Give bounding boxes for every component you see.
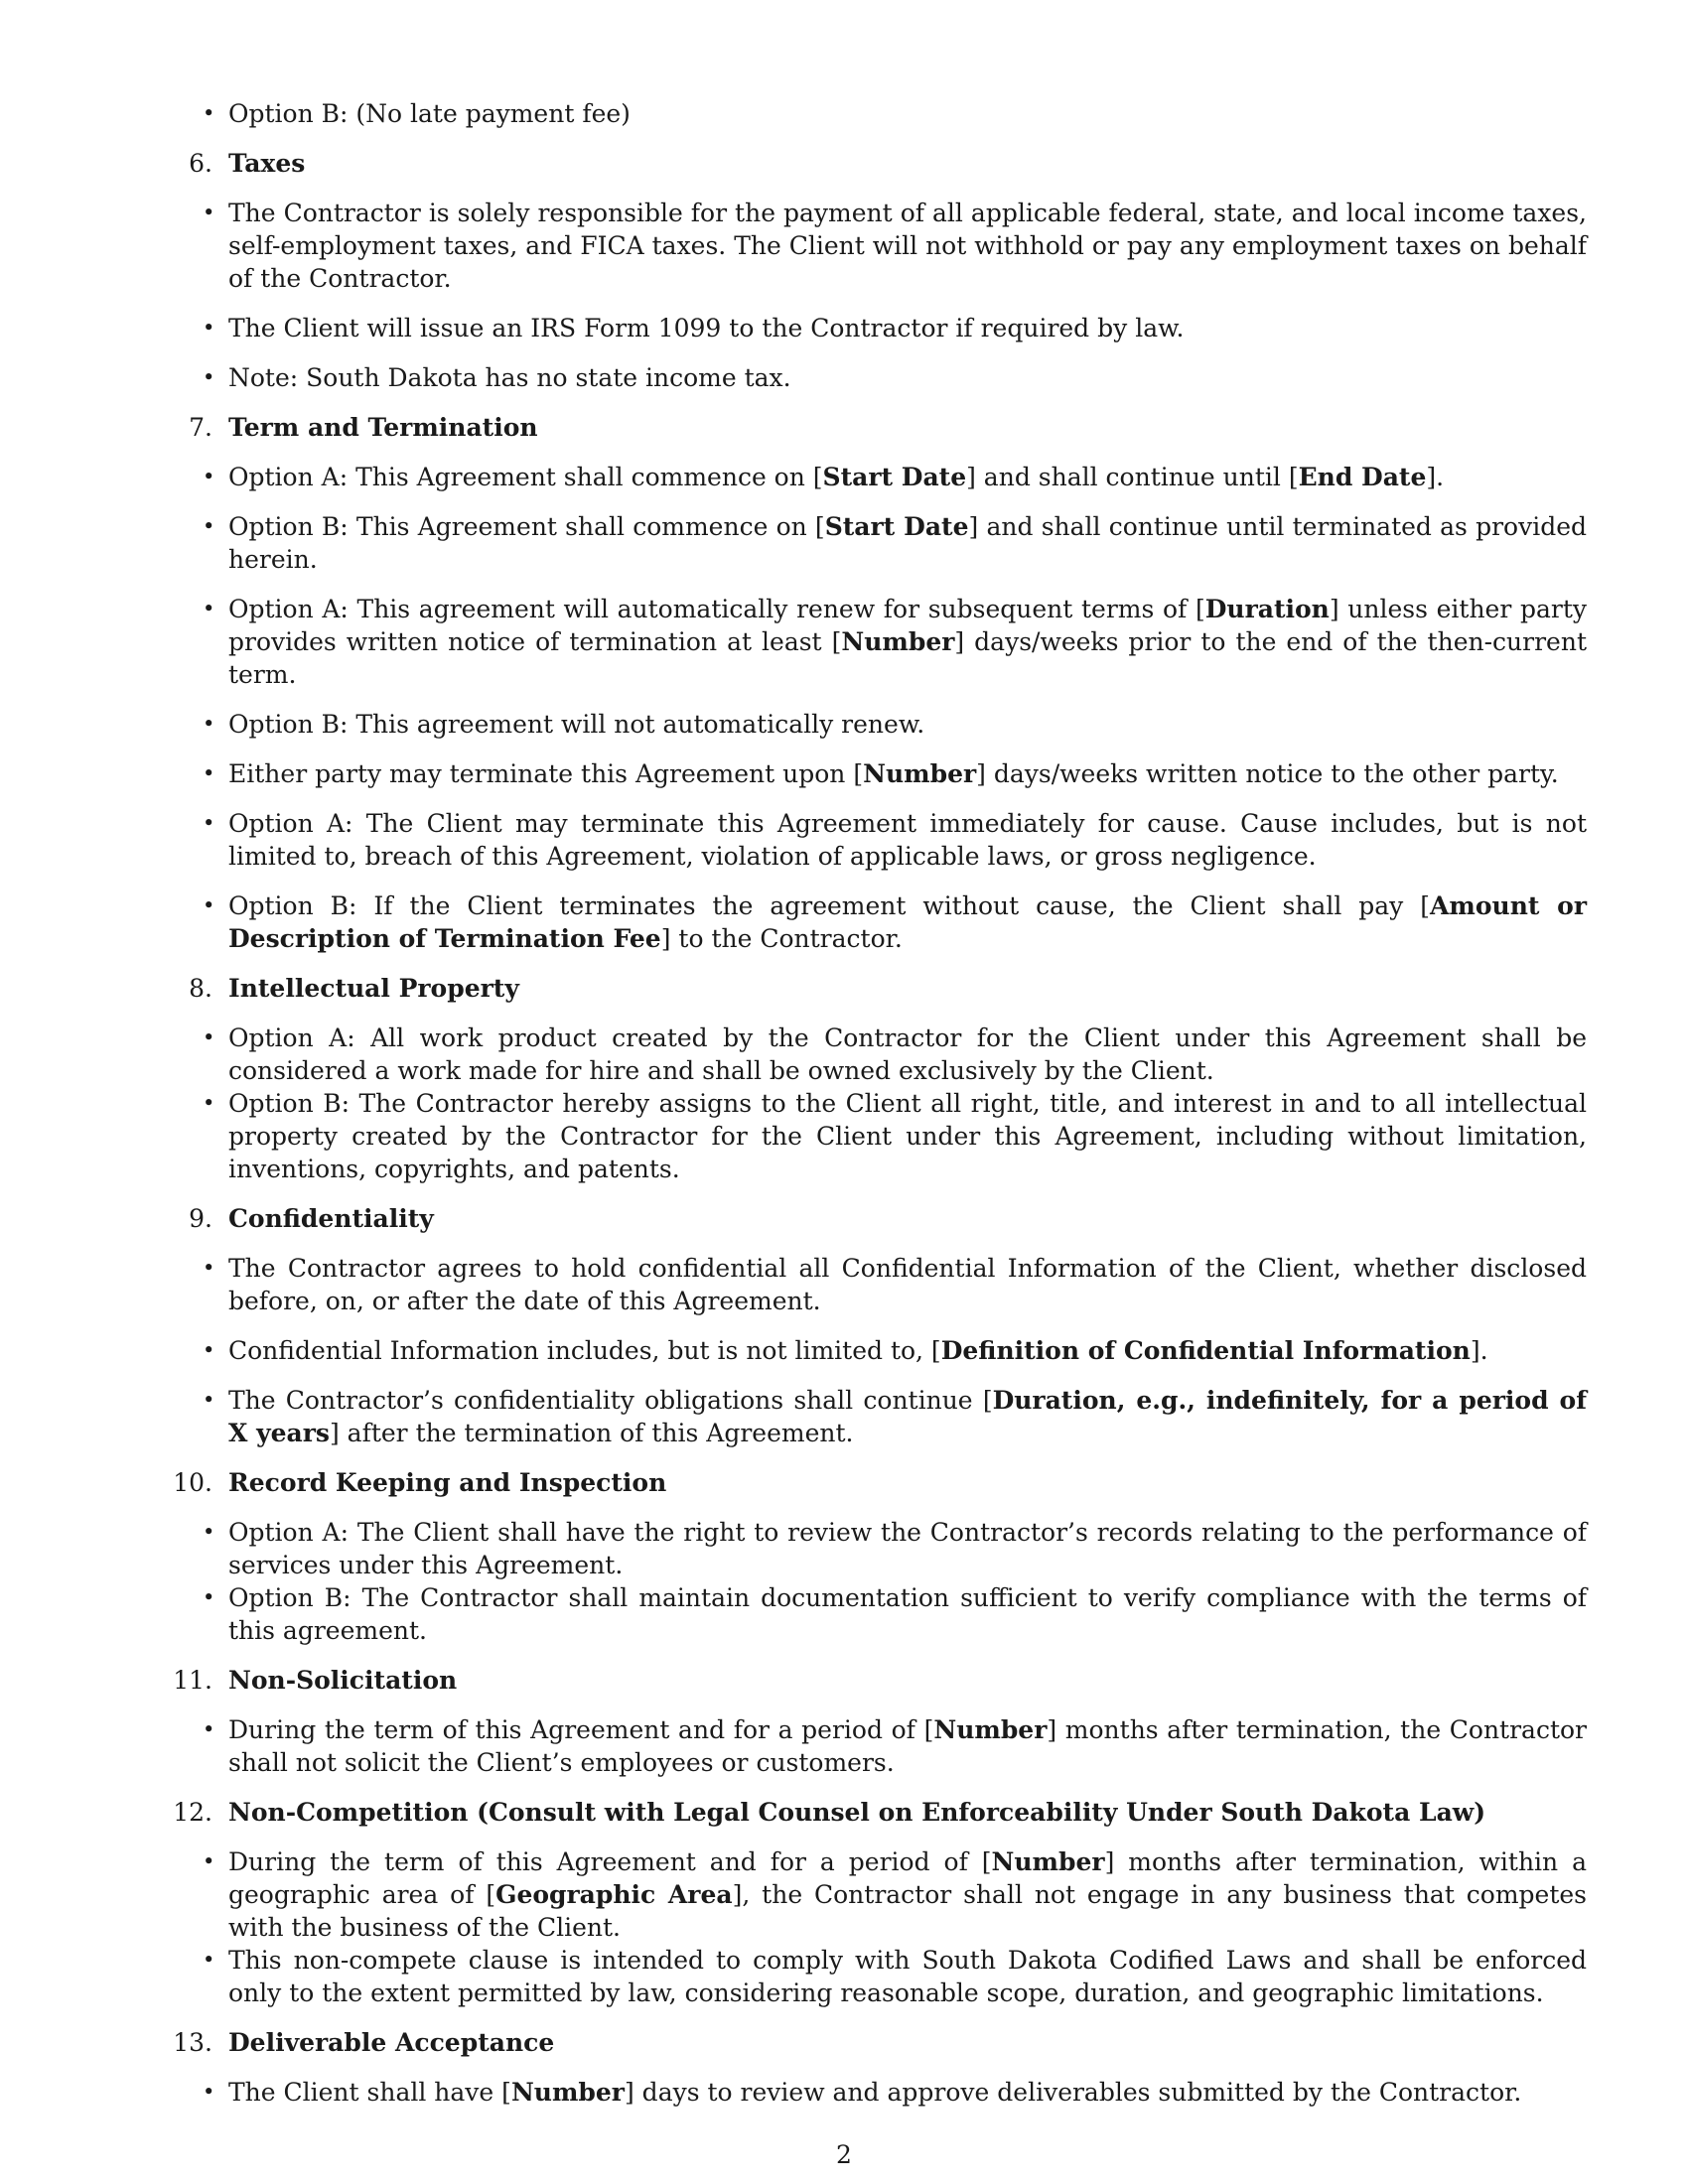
section-heading: [169, 1796, 1587, 1829]
text-run: Either party may terminate this Agreement upon [: [228, 759, 864, 788]
placeholder-field: Start Date: [824, 512, 969, 541]
list-item: [203, 1022, 1587, 1087]
section-heading: [169, 1466, 1587, 1499]
text-run: ] days to review and approve deliverables submitted by the Contractor.: [624, 2078, 1522, 2107]
list-item: [203, 2076, 1587, 2109]
list-item: [203, 1334, 1587, 1367]
text-run: Option B: This agreement will not automatically renew.: [228, 710, 925, 739]
text-run: Option A: The Client may terminate this Agreement immediately for cause. Cause includes, but is not limited to, breach of this Agreement, violation of applicable laws, or gross negligence.: [228, 809, 1587, 871]
section-7: [189, 411, 1588, 955]
text-run: Option B: The Contractor hereby assigns to the Client all right, title, and interest in and to all intellectual property created by the Contractor for the Client under this Agreement, including without limitation, inventions, copyrights, and patents.: [228, 1089, 1587, 1183]
placeholder-field: Number: [510, 2078, 625, 2107]
list-item: [203, 1713, 1587, 1779]
page-number: 2: [836, 2140, 852, 2169]
text-run: ] after the termination of this Agreement.: [329, 1419, 854, 1447]
section-number: 8.: [189, 974, 212, 1003]
text-run: ] months after termination, within a geographic area of [: [228, 1847, 1587, 1909]
section-list: [203, 1713, 1587, 1779]
bullet-icon: •: [203, 1256, 215, 1280]
list-item: [203, 1252, 1587, 1317]
section-11: [173, 1664, 1587, 1779]
list-item: [203, 708, 1587, 741]
bullet-icon: •: [203, 365, 215, 389]
text-run: Option B: If the Client terminates the agreement without cause, the Client shall pay [: [228, 891, 1431, 920]
list-item: [203, 1845, 1587, 1944]
bullet-icon: •: [203, 101, 215, 125]
text-run: Confidential Information includes, but is not limited to, [: [228, 1336, 941, 1365]
list-item: [203, 1384, 1587, 1449]
bullet-icon: •: [203, 1388, 215, 1412]
section-title: Term and Termination: [228, 413, 538, 442]
section-title: Intellectual Property: [228, 974, 519, 1003]
list-item-text: Option B: (No late payment fee): [228, 99, 631, 128]
text-run: ] and shall continue until [: [966, 463, 1299, 491]
section-8: [189, 972, 1587, 1185]
section-heading: [169, 972, 1587, 1005]
text-run: ].: [1470, 1336, 1488, 1365]
text-run: ] months after termination, the Contractor shall not solicit the Client’s employees or customers.: [228, 1715, 1587, 1777]
placeholder-field: Number: [991, 1847, 1105, 1876]
bullet-icon: •: [203, 1520, 215, 1544]
text-run: The Client will issue an IRS Form 1099 to the Contractor if required by law.: [228, 314, 1185, 342]
section-list: [203, 1516, 1587, 1647]
placeholder-field: Duration: [1204, 595, 1330, 623]
text-run: ] days/weeks prior to the end of the then-current term.: [228, 627, 1587, 689]
list-item: [203, 889, 1587, 955]
bullet-icon: •: [203, 2080, 215, 2104]
section-list: [203, 461, 1588, 955]
bullet-icon: •: [203, 893, 215, 917]
placeholder-field: Number: [933, 1715, 1048, 1744]
text-run: The Contractor’s confidentiality obligations shall continue [: [228, 1386, 993, 1415]
list-item: [203, 1087, 1587, 1185]
placeholder-field: Definition of Confidential Information: [940, 1336, 1471, 1365]
text-run: Option A: The Client shall have the right to review the Contractor’s records relating to the performance of services under this Agreement.: [228, 1518, 1587, 1579]
section-13: [173, 2026, 1587, 2109]
section-heading: [169, 2026, 1587, 2059]
bullet-icon: •: [203, 597, 215, 620]
text-run: ] unless either party provides written notice of termination at least [: [228, 595, 1587, 656]
section-heading: [169, 411, 1587, 444]
bullet-icon: •: [203, 1585, 215, 1609]
sections-container: [173, 147, 1588, 2109]
section-heading: [169, 1202, 1587, 1235]
text-run: The Contractor is solely responsible for the payment of all applicable federal, state, and local income taxes, self-employment taxes, and FICA taxes. The Client will not withhold or pay any employment taxes on behalf of the Contractor.: [228, 199, 1587, 293]
list-item: [203, 97, 1587, 130]
text-run: ].: [1426, 463, 1445, 491]
section-number: 9.: [189, 1204, 212, 1233]
text-run: Option B: The Contractor shall maintain documentation sufficient to verify compliance with the terms of this agreement.: [228, 1583, 1587, 1645]
continued-list: [203, 97, 1587, 130]
section-title: Non-Competition (Consult with Legal Counsel on Enforceability Under South Dakota Law): [228, 1798, 1486, 1827]
bullet-icon: •: [203, 1849, 215, 1873]
bullet-icon: •: [203, 1025, 215, 1049]
section-number: 11.: [173, 1666, 212, 1695]
bullet-icon: •: [203, 811, 215, 835]
placeholder-field: End Date: [1298, 463, 1427, 491]
section-title: Confidentiality: [228, 1204, 434, 1233]
text-run: The Client shall have [: [228, 2078, 511, 2107]
list-item: [203, 1516, 1587, 1581]
section-number: 12.: [173, 1798, 212, 1827]
section-list: [203, 197, 1587, 394]
text-run: ], the Contractor shall not engage in any business that competes with the business of the Client.: [228, 1880, 1587, 1942]
text-run: Option A: This agreement will automatically renew for subsequent terms of [: [228, 595, 1205, 623]
section-number: 13.: [173, 2028, 212, 2057]
list-item: [203, 1581, 1587, 1647]
bullet-icon: •: [203, 712, 215, 736]
section-12: [173, 1796, 1587, 2009]
placeholder-field: Number: [863, 759, 977, 788]
list-item: [203, 197, 1587, 295]
placeholder-field: Amount or Description of Termination Fee: [228, 891, 1587, 953]
list-item: [203, 510, 1588, 576]
bullet-icon: •: [203, 1338, 215, 1362]
bullet-icon: •: [203, 201, 215, 224]
section-number: 7.: [189, 413, 212, 442]
bullet-icon: •: [203, 316, 215, 340]
text-run: This non-compete clause is intended to comply with South Dakota Codified Laws and shall be enforced only to the extent permitted by law, considering reasonable scope, duration, and geographic limitations.: [228, 1946, 1587, 2007]
placeholder-field: Start Date: [822, 463, 967, 491]
list-item: [203, 807, 1587, 873]
list-item: [203, 593, 1587, 691]
text-run: Option A: All work product created by the Contractor for the Client under this Agreement shall be considered a work made for hire and shall be owned exclusively by the Client.: [228, 1024, 1587, 1085]
bullet-icon: •: [203, 465, 215, 488]
section-title: Deliverable Acceptance: [228, 2028, 555, 2057]
bullet-icon: •: [203, 1717, 215, 1741]
text-run: During the term of this Agreement and for a period of [: [228, 1847, 992, 1876]
text-run: The Contractor agrees to hold confidential all Confidential Information of the Client, whether disclosed before, on, or after the date of this Agreement.: [228, 1254, 1587, 1315]
section-title: Record Keeping and Inspection: [228, 1468, 667, 1497]
document-body: [173, 97, 1588, 2125]
text-run: Note: South Dakota has no state income tax.: [228, 363, 791, 392]
list-item: [203, 757, 1587, 790]
text-run: During the term of this Agreement and for a period of [: [228, 1715, 934, 1744]
list-item: [203, 1944, 1587, 2009]
section-10: [173, 1466, 1587, 1647]
section-heading: [169, 1664, 1587, 1697]
section-heading: [169, 147, 1587, 180]
placeholder-field: Geographic Area: [495, 1880, 733, 1909]
section-9: [189, 1202, 1587, 1449]
text-run: ] to the Contractor.: [660, 924, 903, 953]
list-item: [203, 461, 1587, 493]
section-list: [203, 1022, 1587, 1185]
section-list: [203, 1252, 1587, 1449]
section-number: 6.: [189, 149, 212, 178]
bullet-icon: •: [203, 1948, 215, 1972]
list-item: [203, 361, 1587, 394]
placeholder-field: Number: [841, 627, 955, 656]
bullet-icon: •: [203, 761, 215, 785]
bullet-icon: •: [203, 514, 215, 538]
section-6: [189, 147, 1587, 394]
bullet-icon: •: [203, 1091, 215, 1115]
text-run: ] and shall continue until terminated as provided herein.: [228, 512, 1588, 574]
section-list: [203, 1845, 1587, 2009]
section-title: Non-Solicitation: [228, 1666, 458, 1695]
section-list: [203, 2076, 1587, 2109]
list-item: [203, 312, 1587, 344]
text-run: Option B: This Agreement shall commence on [: [228, 512, 825, 541]
section-title: Taxes: [228, 149, 306, 178]
text-run: Option A: This Agreement shall commence on [: [228, 463, 823, 491]
section-number: 10.: [173, 1468, 212, 1497]
text-run: ] days/weeks written notice to the other party.: [976, 759, 1559, 788]
placeholder-field: Duration, e.g., indefinitely, for a period of X years: [228, 1386, 1587, 1447]
